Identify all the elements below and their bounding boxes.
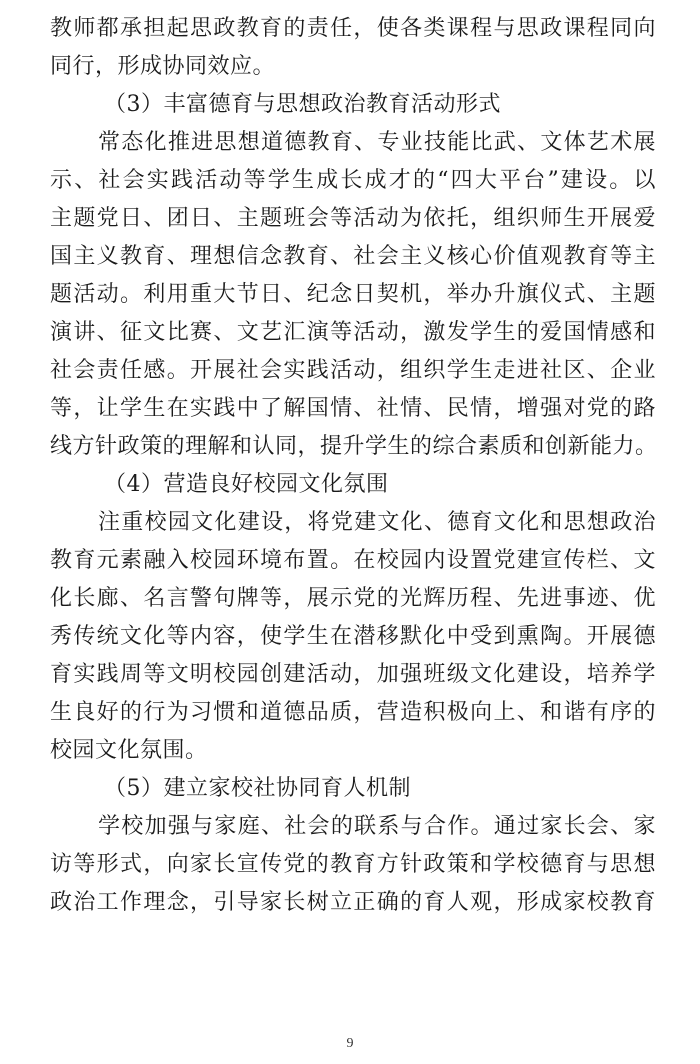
body-line: 政治工作理念，引导家长树立正确的育人观，形成家校教育 [50, 890, 656, 915]
body-line: 示、社会实践活动等学生成长成才的“四大平台”建设。以 [50, 168, 656, 193]
section-heading: （3）丰富德育与思想政治教育活动形式 [104, 92, 501, 117]
body-line: 生良好的行为习惯和道德品质，营造积极向上、和谐有序的 [50, 700, 656, 725]
body-line: 演讲、征文比赛、文艺汇演等活动，激发学生的爱国情感和 [50, 320, 656, 345]
section-heading: （4）营造良好校园文化氛围 [104, 472, 389, 497]
paragraph-first-line: 学校加强与家庭、社会的联系与合作。通过家长会、家 [98, 814, 656, 839]
body-line: 访等形式，向家长宣传党的教育方针政策和学校德育与思想 [50, 852, 656, 877]
body-line: 秀传统文化等内容，使学生在潜移默化中受到熏陶。开展德 [50, 624, 656, 649]
paragraph-first-line: 常态化推进思想道德教育、专业技能比武、文体艺术展 [98, 130, 656, 155]
body-line: 社会责任感。开展社会实践活动，组织学生走进社区、企业 [50, 358, 656, 383]
body-line: 育实践周等文明校园创建活动，加强班级文化建设，培养学 [50, 662, 656, 687]
body-line: 同行，形成协同效应。 [50, 54, 276, 79]
body-line: 等，让学生在实践中了解国情、社情、民情，增强对党的路 [50, 396, 656, 421]
body-line: 教育元素融入校园环境布置。在校园内设置党建宣传栏、文 [50, 548, 656, 573]
body-line: 教师都承担起思政教育的责任，使各类课程与思政课程同向 [50, 16, 656, 41]
body-line: 化长廊、名言警句牌等，展示党的光辉历程、先进事迹、优 [50, 586, 656, 611]
body-line: 线方针政策的理解和认同，提升学生的综合素质和创新能力。 [50, 434, 658, 459]
section-heading: （5）建立家校社协同育人机制 [104, 776, 411, 801]
document-body [50, 10, 656, 922]
page-number: 9 [346, 1036, 354, 1051]
paragraph-first-line: 注重校园文化建设，将党建文化、德育文化和思想政治 [98, 510, 656, 535]
body-line: 题活动。利用重大节日、纪念日契机，举办升旗仪式、主题 [50, 282, 656, 307]
body-line: 校园文化氛围。 [50, 738, 208, 763]
body-line: 主题党日、团日、主题班会等活动为依托，组织师生开展爱 [50, 206, 656, 231]
body-line: 国主义教育、理想信念教育、社会主义核心价值观教育等主 [50, 244, 656, 269]
